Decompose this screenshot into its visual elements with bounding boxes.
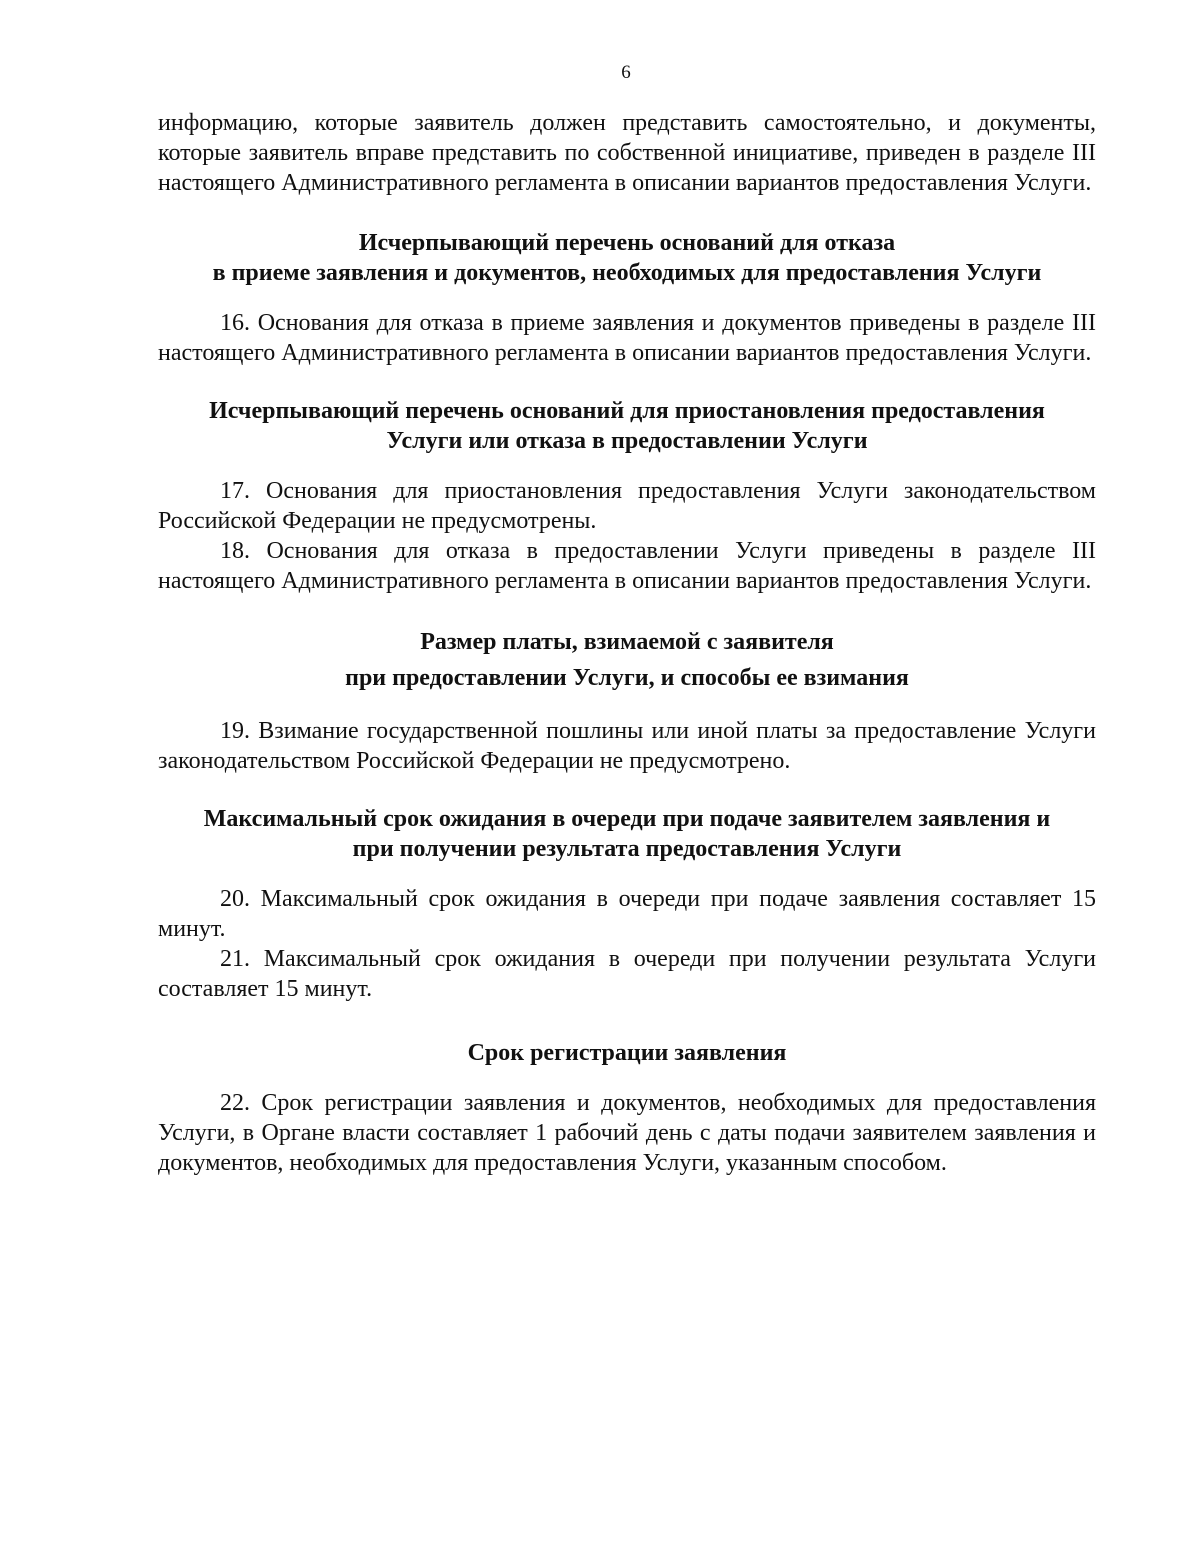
intro-paragraph: информацию, которые заявитель должен представить самостоятельно, и документы, которые заявитель вправе представить по собственной инициативе, приведен в разделе III настоящего Административного регламента в описании вариантов предоставления Услуги. (158, 110, 1096, 196)
page-number: 6 (621, 62, 631, 83)
heading-line: при получении результата предоставления Услуги (352, 836, 902, 862)
paragraph-19: 19. Взимание государственной пошлины или иной платы за предоставление Услуги законодательством Российской Федерации не предусмотрено. (158, 718, 1096, 774)
heading-line: в приеме заявления и документов, необходимых для предоставления Услуги (212, 260, 1042, 286)
section-heading-suspension-refusal (158, 396, 1096, 456)
heading-line: Исчерпывающий перечень оснований для приостановления предоставления (209, 398, 1045, 424)
heading-line: Услуги или отказа в предоставлении Услуги (386, 428, 868, 454)
section-heading-registration (158, 1038, 1096, 1068)
section-heading-refusal-acceptance (158, 228, 1096, 288)
paragraph-20: 20. Максимальный срок ожидания в очереди при подаче заявления составляет 15 минут. (158, 886, 1096, 942)
heading-line: при предоставлении Услуги, и способы ее взимания (345, 665, 909, 691)
heading-line: Срок регистрации заявления (467, 1040, 787, 1066)
paragraph-17: 17. Основания для приостановления предоставления Услуги законодательством Российской Федерации не предусмотрены. (158, 478, 1096, 534)
paragraph-21: 21. Максимальный срок ожидания в очереди при получении результата Услуги составляет 15 минут. (158, 946, 1096, 1002)
paragraph-22: 22. Срок регистрации заявления и документов, необходимых для предоставления Услуги, в Органе власти составляет 1 рабочий день с даты подачи заявителем заявления и документов, необходимых для предоставления Услуги, указанным способом. (158, 1090, 1096, 1176)
paragraph-16: 16. Основания для отказа в приеме заявления и документов приведены в разделе III настоящего Административного регламента в описании вариантов предоставления Услуги. (158, 310, 1096, 366)
section-heading-fee (158, 624, 1096, 696)
heading-line: Максимальный срок ожидания в очереди при подаче заявителем заявления и (203, 806, 1051, 832)
heading-line: Размер платы, взимаемой с заявителя (420, 629, 834, 655)
document-body (158, 108, 1096, 1178)
heading-line: Исчерпывающий перечень оснований для отказа (358, 230, 896, 256)
section-heading-queue-time (158, 804, 1096, 864)
paragraph-18: 18. Основания для отказа в предоставлении Услуги приведены в разделе III настоящего Административного регламента в описании вариантов предоставления Услуги. (158, 538, 1096, 594)
